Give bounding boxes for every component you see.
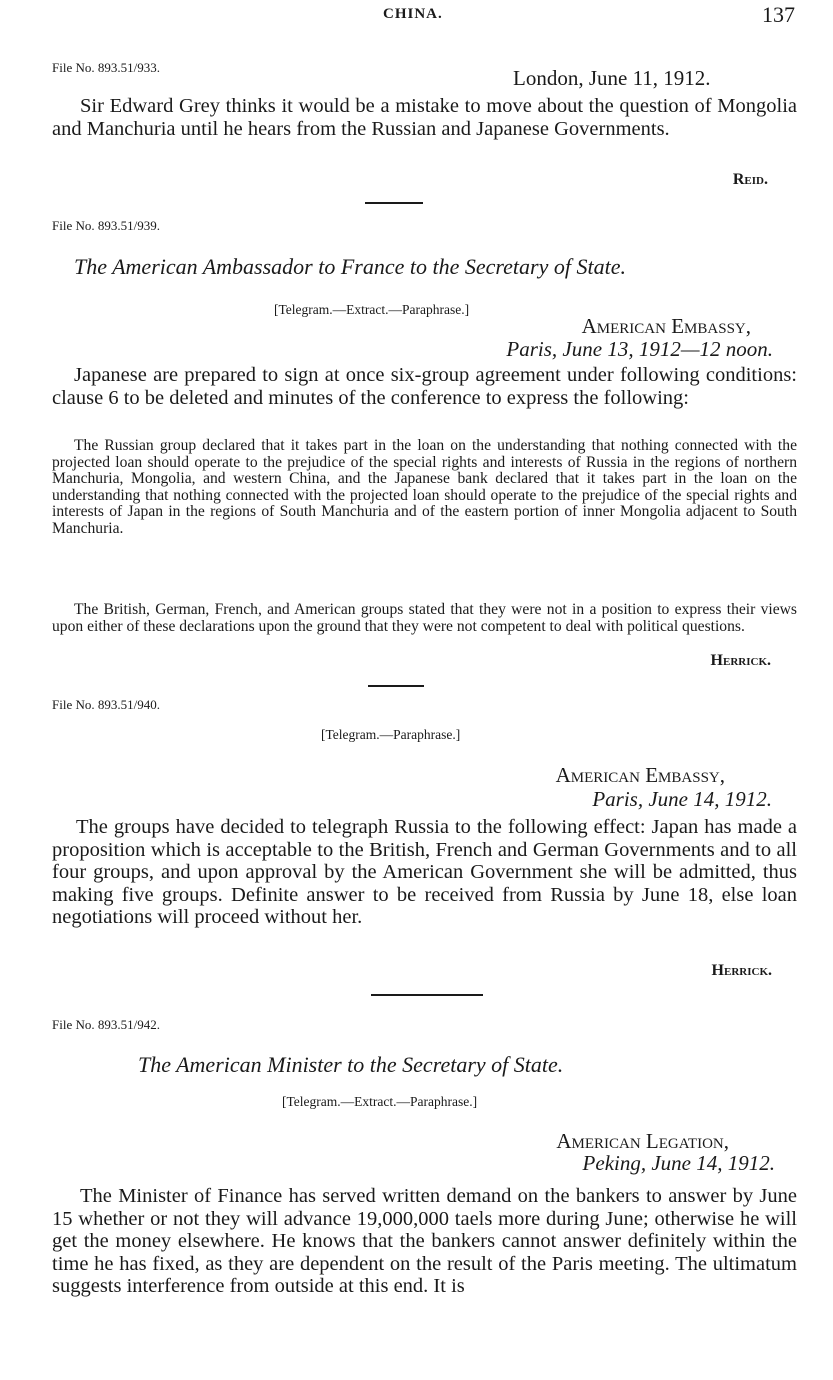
doc2-signer: Herrick. bbox=[710, 652, 771, 669]
doc1-body: Sir Edward Grey thinks it would be a mistake to move about the question of Mongolia and Manchuria until he hears from the Russian and Japanese Governments. bbox=[52, 95, 797, 140]
file-number-933: File No. 893.51/933. bbox=[52, 60, 160, 75]
doc1-signer: Reid. bbox=[732, 171, 768, 188]
doc2-body: Japanese are prepared to sign at once six-group agreement under following conditions: clause 6 to be deleted and minutes of the conference to express the following: bbox=[52, 364, 797, 409]
doc3-signer: Herrick. bbox=[711, 962, 772, 979]
doc4-place: American Legation, bbox=[556, 1129, 729, 1153]
doc4-telegram-note: [Telegram.—Extract.—Paraphrase.] bbox=[282, 1094, 478, 1109]
doc2-extract-groups: The British, German, French, and American groups stated that they were not in a position to express their views upon either of these declarations upon the ground that they were not competent to deal with political questions. bbox=[52, 601, 797, 635]
section-rule bbox=[371, 994, 483, 996]
doc2-telegram-note: [Telegram.—Extract.—Paraphrase.] bbox=[274, 302, 470, 317]
doc3-body: The groups have decided to telegraph Russia to the following effect: Japan has made a proposition which is acceptable to the British, French and German Governments and to all four groups, and upon approval by the American Government she will be admitted, thus making five groups. Definite answer to be received from Russia by June 18, else loan negotiations will proceed without her. bbox=[52, 816, 797, 929]
doc2-place: American Embassy, bbox=[581, 314, 751, 338]
doc2-extract-russian: The Russian group declared that it takes part in the loan on the understanding that nothing connected with the projected loan should operate to the prejudice of the special rights and interests of Russia in the regions of northern Manchuria, Mongolia, and western China, and the Japanese bank declared that it takes part in the loan on the understanding that nothing connected with the projected loan should operate to the prejudice of the special rights and interests of Japan in the regions of South Manchuria and of the eastern portion of inner Mongolia adjacent to South Manchuria. bbox=[52, 437, 797, 537]
section-rule bbox=[365, 202, 423, 204]
doc2-heading: The American Ambassador to France to the Secretary of State. bbox=[74, 254, 626, 279]
page-number: 137 bbox=[762, 2, 795, 27]
file-number-939: File No. 893.51/939. bbox=[52, 218, 160, 233]
doc3-place: American Embassy, bbox=[555, 763, 725, 787]
running-head: CHINA. bbox=[383, 6, 443, 22]
doc3-telegram-note: [Telegram.—Paraphrase.] bbox=[321, 727, 461, 742]
doc4-heading: The American Minister to the Secretary of State. bbox=[138, 1052, 564, 1077]
doc3-date: Paris, June 14, 1912. bbox=[592, 787, 772, 811]
doc1-place-date: London, June 11, 1912. bbox=[513, 66, 711, 90]
file-number-942: File No. 893.51/942. bbox=[52, 1017, 160, 1032]
doc4-body: The Minister of Finance has served written demand on the bankers to answer by June 15 whether or not they will advance 19,000,000 taels more during June; otherwise he will get the money elsewhere. He knows that the bankers cannot answer definitely within the time he has fixed, as they are dependent on the result of the Paris meeting. The ultimatum suggests interference from outside at this end. It is bbox=[52, 1185, 797, 1298]
file-number-940: File No. 893.51/940. bbox=[52, 697, 160, 712]
section-rule bbox=[368, 685, 424, 687]
doc2-date: Paris, June 13, 1912—12 noon. bbox=[506, 337, 773, 361]
doc4-date: Peking, June 14, 1912. bbox=[582, 1151, 775, 1175]
